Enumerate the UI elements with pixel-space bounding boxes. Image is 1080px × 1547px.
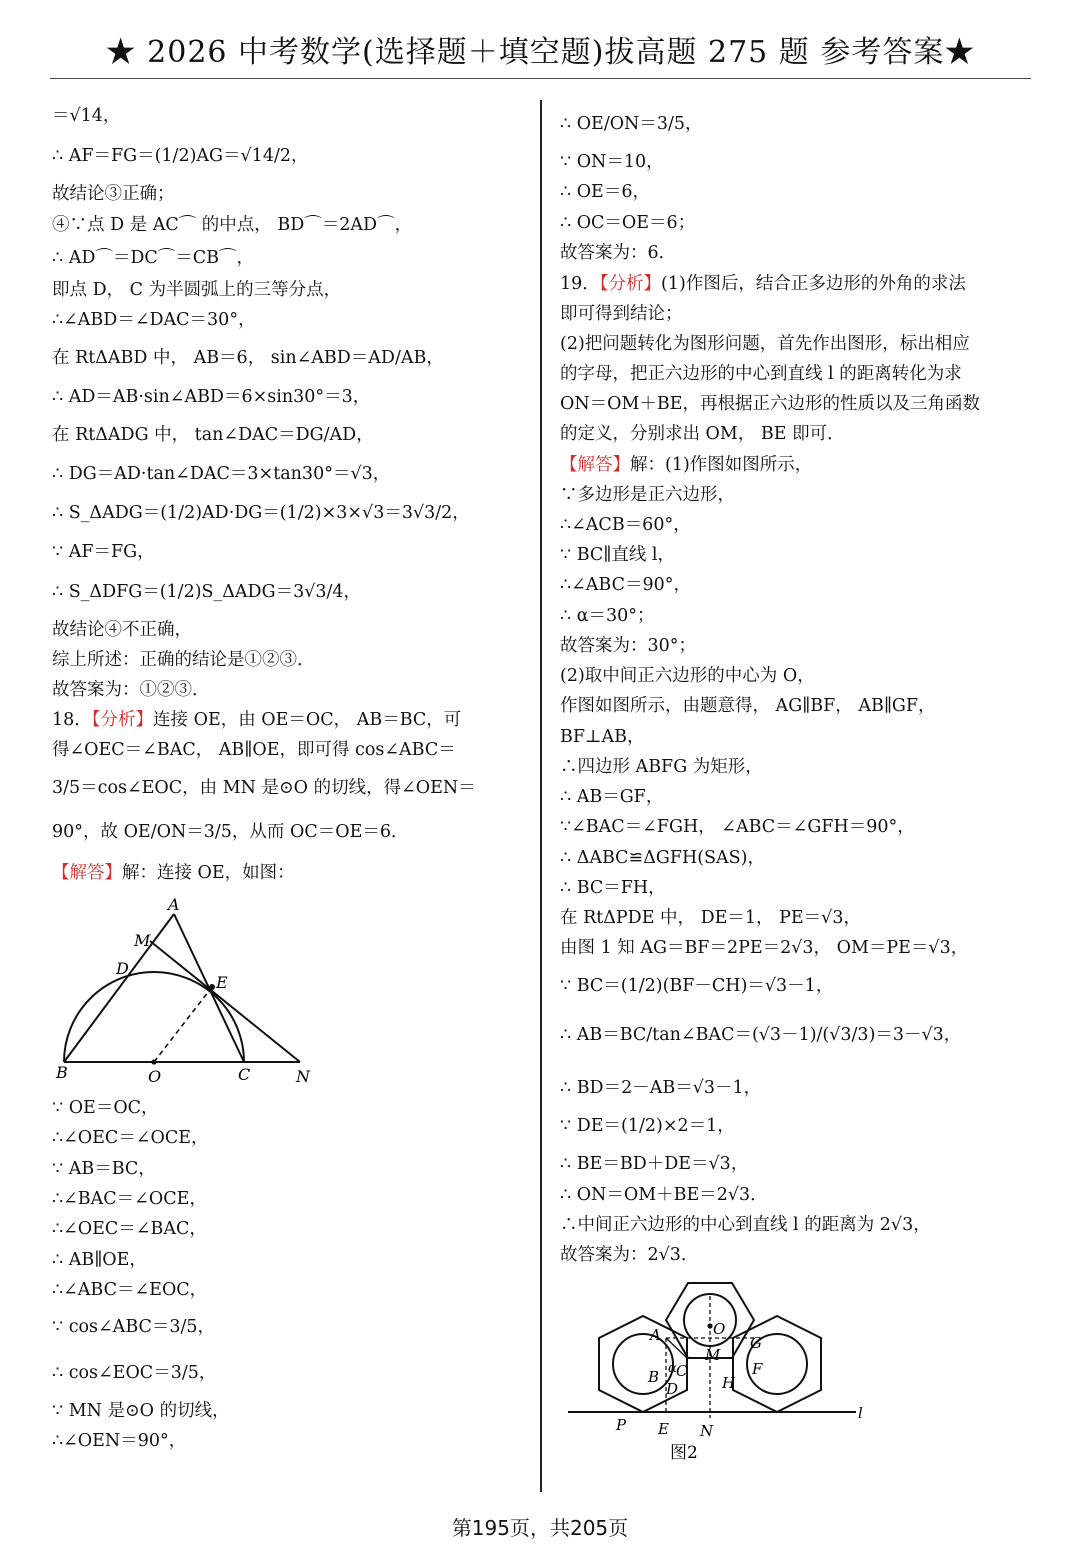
solution-line: ∵ MN 是⊙O 的切线， [52, 1401, 230, 1421]
solution-line: ④∵点 D 是 AC⌒ 的中点， BD⌒＝2AD⌒， [52, 215, 413, 235]
solution-line: ∵ ON＝10， [560, 152, 664, 172]
solution-line: 故答案为：2√3． [560, 1245, 699, 1265]
solution-line: ∵ OE＝OC， [52, 1098, 159, 1118]
solution-line: ∵ DE＝(1/2)×2＝1， [560, 1116, 735, 1136]
solution-line: (2)把问题转化为图形问题，首先作出图形，标出相应 [560, 334, 970, 354]
solution-line: 即点 D， C 为半圆弧上的三等分点， [52, 280, 342, 300]
solution-line: 3/5＝cos∠EOC，由 MN 是⊙O 的切线，得∠OEN＝ [52, 778, 476, 798]
solution-line: ∴∠ABC＝90°， [560, 575, 692, 595]
solution-line: 的字母，把正六边形的中心到直线 l 的距离转化为求 [560, 364, 962, 384]
fig2-label-d: D [666, 1380, 679, 1398]
solution-line: ∴ BC＝FH， [560, 878, 666, 898]
solution-line: ∴∠ABC＝∠EOC， [52, 1280, 208, 1300]
fig2-label-c: C [676, 1362, 688, 1380]
fig2-label-l: l [858, 1404, 863, 1422]
fig2-label-h: H [722, 1374, 736, 1392]
solution-line: ∴ AB＝BC/tan∠BAC＝(√3－1)/(√3/3)＝3－√3， [560, 1025, 962, 1045]
fig2-label-b: B [648, 1368, 660, 1386]
solution-line: ∴ AB∥OE， [52, 1250, 147, 1270]
fig2-label-n: N [700, 1422, 714, 1440]
solution-line: ∴∠BAC＝∠OCE， [52, 1189, 207, 1209]
fig2-label-o: O [713, 1320, 726, 1338]
solution-line: ∵ AF＝FG， [52, 542, 155, 562]
fig1-label-d: D [116, 959, 129, 978]
solution-line: ∴ S_ΔDFG＝(1/2)S_ΔADG＝3√3/4， [52, 582, 362, 602]
solution-line: ∴∠OEC＝∠BAC， [52, 1219, 207, 1239]
solution-line: 故结论③正确； [52, 184, 175, 204]
solution-line: 故答案为：①②③． [52, 680, 210, 700]
solution-line: ∴ OE＝6， [560, 182, 650, 202]
fig2-label-p: P [616, 1416, 627, 1434]
solution-line: ∴ OC＝OE＝6； [560, 213, 696, 233]
fig1-label-a: A [168, 895, 180, 914]
figure-19-hexagons [566, 1278, 876, 1474]
page-number: 第195页，共205页 [451, 1516, 629, 1540]
fig1-label-e: E [216, 973, 228, 992]
solution-line: ∴ ΔABC≌ΔGFH(SAS)， [560, 848, 766, 868]
solution-line: ∵ BC∥直线 l， [560, 545, 676, 565]
fig2-caption: 图2 [670, 1443, 698, 1463]
page-header: ★ 2026 中考数学(选择题＋填空题)拔高题 275 题 参考答案★ [105, 35, 976, 70]
solution-line: ON＝OM＋BE，再根据正六边形的性质以及三角函数 [560, 394, 981, 414]
fig1-label-m: M [134, 931, 151, 950]
solution-line: ∴ cos∠EOC＝3/5， [52, 1363, 217, 1383]
solution-line: 的定义，分别求出 OM， BE 即可． [560, 424, 845, 444]
solution-line: 在 RtΔPDE 中， DE＝1， PE＝√3， [560, 908, 861, 928]
fig2-label-f: F [752, 1360, 763, 1378]
solution-line: ∵ cos∠ABC＝3/5， [52, 1317, 216, 1337]
fig1-label-b: B [56, 1063, 68, 1082]
solution-line: 19．【分析】(1)作图后，结合正多边形的外角的求法 [560, 274, 966, 294]
solution-line: ∴中间正六边形的中心到直线 l 的距离为 2√3， [560, 1215, 931, 1235]
fig2-label-alpha: α [668, 1361, 677, 1376]
solution-line: ∴ BE＝BD＋DE＝√3， [560, 1154, 749, 1174]
solution-line: ∴ BD＝2－AB＝√3－1， [560, 1078, 762, 1098]
solution-line: ∴ DG＝AD·tan∠DAC＝3×tan30°＝√3， [52, 464, 391, 484]
fig1-label-n: N [296, 1067, 310, 1086]
solution-line: 故答案为：30°； [560, 636, 697, 656]
solution-line: BF⊥AB， [560, 727, 645, 747]
header-rule [50, 78, 1031, 79]
solution-line: ∴ AF＝FG＝(1/2)AG＝√14/2， [52, 146, 309, 166]
solution-line: 【解答】解：连接 OE，如图： [52, 863, 295, 883]
fig2-label-a: A [650, 1326, 661, 1344]
solution-line: 在 RtΔADG 中， tan∠DAC＝DG/AD， [52, 425, 374, 445]
solution-line: ∴ α＝30°； [560, 606, 655, 626]
solution-line: ∴∠OEC＝∠OCE， [52, 1128, 209, 1148]
solution-line: ∴ OE/ON＝3/5， [560, 114, 703, 134]
solution-line: 在 RtΔABD 中， AB＝6， sin∠ABD＝AD/AB， [52, 348, 444, 368]
fig1-label-c: C [238, 1065, 251, 1084]
solution-line: ∴ AD＝AB·sin∠ABD＝6×sin30°＝3， [52, 387, 371, 407]
solution-line: ∴∠OEN＝90°， [52, 1431, 187, 1451]
solution-line: (2)取中间正六边形的中心为 O， [560, 666, 815, 686]
solution-line: 【解答】解：(1)作图如图所示， [560, 455, 813, 475]
solution-line: ∴ ON＝OM＋BE＝2√3． [560, 1185, 768, 1205]
solution-line: 由图 1 知 AG＝BF＝2PE＝2√3， OM＝PE＝√3， [560, 938, 969, 958]
solution-line: ∴∠ABD＝∠DAC＝30°， [52, 310, 256, 330]
solution-line: ∵∠BAC＝∠FGH， ∠ABC＝∠GFH＝90°， [560, 817, 915, 837]
solution-line: 故答案为：6． [560, 243, 677, 263]
fig2-label-g: G [750, 1334, 762, 1352]
fig2-label-e: E [658, 1420, 669, 1438]
figure-18-triangle-semicircle [50, 892, 320, 1092]
solution-line: 即可得到结论； [560, 304, 683, 324]
solution-line: ∴四边形 ABFG 为矩形， [560, 757, 763, 777]
solution-line: 作图如图所示，由题意得， AG∥BF， AB∥GF， [560, 696, 936, 716]
solution-line: ∴∠ACB＝60°， [560, 515, 691, 535]
solution-line: 故结论④不正确， [52, 620, 192, 640]
fig2-label-m: M [705, 1346, 721, 1364]
solution-line: 得∠OEC＝∠BAC， AB∥OE，即可得 cos∠ABC＝ [52, 740, 456, 760]
solution-line: ∵多边形是正六边形， [560, 485, 735, 505]
solution-line: ∴ AD⌒＝DC⌒＝CB⌒， [52, 248, 255, 268]
solution-line: 18．【分析】连接 OE，由 OE＝OC， AB＝BC，可 [52, 710, 462, 730]
solution-line: 90°，故 OE/ON＝3/5，从而 OC＝OE＝6． [52, 822, 409, 842]
solution-line: ＝√14， [52, 106, 121, 126]
solution-line: ∴ S_ΔADG＝(1/2)AD·DG＝(1/2)×3×√3＝3√3/2， [52, 503, 470, 523]
column-divider [540, 100, 542, 1492]
fig1-label-o: O [148, 1067, 162, 1086]
solution-line: 综上所述：正确的结论是①②③． [52, 650, 315, 670]
solution-line: ∵ AB＝BC， [52, 1159, 156, 1179]
solution-line: ∵ BC＝(1/2)(BF－CH)＝√3－1， [560, 976, 834, 996]
solution-line: ∴ AB＝GF， [560, 787, 664, 807]
